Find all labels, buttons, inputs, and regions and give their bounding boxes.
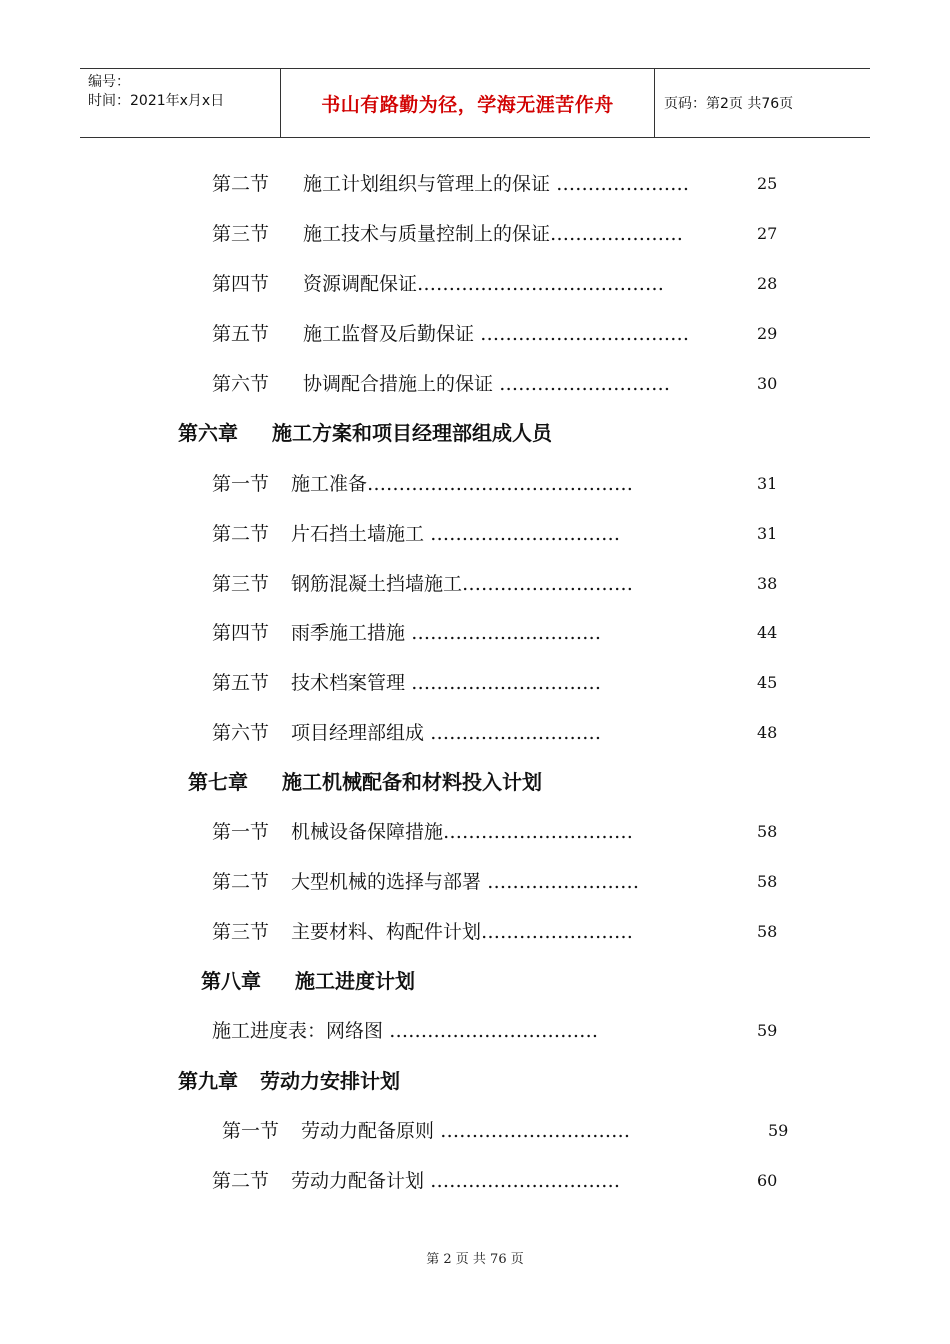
header-number-label: 编号： [88, 74, 130, 90]
toc-entry-page: 27 [757, 224, 778, 243]
toc-entry-label: 第一节 [212, 821, 270, 843]
page-footer: 第 2 页 共 76 页 [426, 1252, 524, 1267]
toc-entry-dots: ………………………… [430, 1170, 621, 1192]
toc-entry-dots: ……………………… [499, 373, 671, 395]
toc-entry-dots: ………………………… [430, 523, 621, 545]
toc-entry-title: 大型机械的选择与部署 [291, 871, 482, 893]
toc-entry-page: 58 [757, 922, 778, 941]
page-header [80, 68, 870, 138]
toc-entry-dots: …………………… [487, 871, 640, 893]
toc-entry-page: 45 [757, 673, 778, 692]
toc-entry-title: 施工准备 [291, 473, 368, 495]
toc-entry [212, 521, 620, 547]
toc-entry-page: 44 [757, 623, 778, 642]
toc-chapter-title: 施工方案和项目经理部组成人员 [272, 421, 552, 445]
toc-entry-dots: ……………………… [430, 722, 602, 744]
toc-entry-label: 第一节 [222, 1120, 280, 1142]
toc-entry [212, 171, 689, 197]
toc-entry [212, 1018, 598, 1044]
toc-entry [212, 919, 633, 945]
toc-entry [212, 571, 633, 597]
toc-entry-title: 资源调配保证 [303, 273, 418, 295]
toc-entry-dots: ………………………………… [417, 273, 665, 295]
toc-entry-title: 钢筋混凝土挡墙施工 [291, 573, 463, 595]
toc-entry-dots: ………………………… [443, 821, 634, 843]
toc-entry-label: 第四节 [212, 273, 270, 295]
toc-entry-page: 58 [757, 872, 778, 891]
toc-entry-label: 第三节 [212, 921, 270, 943]
toc-chapter [188, 769, 542, 795]
toc-entry-title: 施工监督及后勤保证 [303, 323, 475, 345]
toc-entry-page: 25 [757, 174, 778, 193]
toc-entry-title: 劳动力配备原则 [301, 1120, 435, 1142]
toc-chapter-title: 施工机械配备和材料投入计划 [282, 770, 542, 794]
toc-entry-title: 劳动力配备计划 [291, 1170, 425, 1192]
toc-entry-page: 38 [757, 574, 778, 593]
toc-entry-dots: ……………………… [462, 573, 634, 595]
toc-entry-title: 项目经理部组成 [291, 722, 425, 744]
toc-entry-dots: ………………………… [440, 1120, 631, 1142]
toc-entry [212, 1168, 620, 1194]
toc-entry-dots: ………………………… [411, 622, 602, 644]
toc-entry-page: 31 [757, 474, 778, 493]
header-page-info: 页码：第2页 共76页 [664, 96, 794, 112]
header-motto: 书山有路勤为径，学海无涯苦作舟 [281, 69, 655, 137]
toc-entry-label: 第二节 [212, 1170, 270, 1192]
toc-chapter-title: 施工进度计划 [295, 969, 415, 993]
toc-entry-label: 第二节 [212, 173, 270, 195]
toc-entry [212, 670, 601, 696]
toc-chapter-label: 第九章 [178, 1069, 238, 1093]
toc-entry [212, 371, 670, 397]
toc-entry-page: 59 [768, 1121, 789, 1140]
toc-entry-label: 第一节 [212, 473, 270, 495]
toc-chapter [178, 420, 552, 446]
toc-entry-page: 29 [757, 324, 778, 343]
toc-entry [222, 1118, 630, 1144]
toc-entry-dots: ………………………… [411, 672, 602, 694]
toc-chapter-label: 第六章 [178, 421, 238, 445]
toc-entry-page: 58 [757, 822, 778, 841]
toc-entry-label: 第六节 [212, 373, 270, 395]
toc-entry-title: 片石挡土墙施工 [291, 523, 425, 545]
toc-entry-page: 28 [757, 274, 778, 293]
toc-entry [212, 720, 601, 746]
toc-entry-label: 第四节 [212, 622, 270, 644]
toc-chapter [201, 968, 415, 994]
toc-entry-label: 第三节 [212, 573, 270, 595]
toc-entry-label: 第二节 [212, 523, 270, 545]
toc-entry-label: 第五节 [212, 323, 270, 345]
toc-entry-title: 主要材料、构配件计划 [291, 921, 482, 943]
toc-entry-label: 第五节 [212, 672, 270, 694]
toc-entry-title: 协调配合措施上的保证 [303, 373, 494, 395]
toc-entry [212, 819, 633, 845]
toc-chapter-label: 第八章 [201, 969, 261, 993]
toc-entry [212, 221, 683, 247]
toc-entry-dots: …………………………… [480, 323, 690, 345]
toc-entry-title: 施工计划组织与管理上的保证 [303, 173, 551, 195]
toc-entry-dots: …………………………………… [367, 473, 634, 495]
toc-entry-page: 59 [757, 1021, 778, 1040]
toc-chapter [178, 1068, 400, 1094]
toc-entry-dots: ………………… [556, 173, 690, 195]
header-left-cell [80, 69, 281, 137]
toc-entry [212, 620, 601, 646]
toc-entry-page: 31 [757, 524, 778, 543]
toc-entry-title: 机械设备保障措施 [291, 821, 444, 843]
toc-entry [212, 471, 633, 497]
toc-entry-dots: ………………… [550, 223, 684, 245]
toc-entry-title: 技术档案管理 [291, 672, 406, 694]
toc-entry-dots: …………………… [481, 921, 634, 943]
toc-chapter-label: 第七章 [188, 770, 248, 794]
header-time-label: 时间：2021年x月x日 [88, 93, 225, 109]
toc-entry-label: 第六节 [212, 722, 270, 744]
toc-entry [212, 271, 664, 297]
toc-entry-page: 48 [757, 723, 778, 742]
toc-entry-title: 施工进度表：网络图 [212, 1020, 384, 1042]
toc-chapter-title: 劳动力安排计划 [260, 1069, 400, 1093]
toc-entry-page: 30 [757, 374, 778, 393]
toc-entry-label: 第三节 [212, 223, 270, 245]
toc-entry-title: 施工技术与质量控制上的保证 [303, 223, 551, 245]
toc-entry-dots: …………………………… [389, 1020, 599, 1042]
toc-entry [212, 869, 639, 895]
toc-entry-title: 雨季施工措施 [291, 622, 406, 644]
toc-entry [212, 321, 689, 347]
toc-entry-label: 第二节 [212, 871, 270, 893]
toc-entry-page: 60 [757, 1171, 778, 1190]
